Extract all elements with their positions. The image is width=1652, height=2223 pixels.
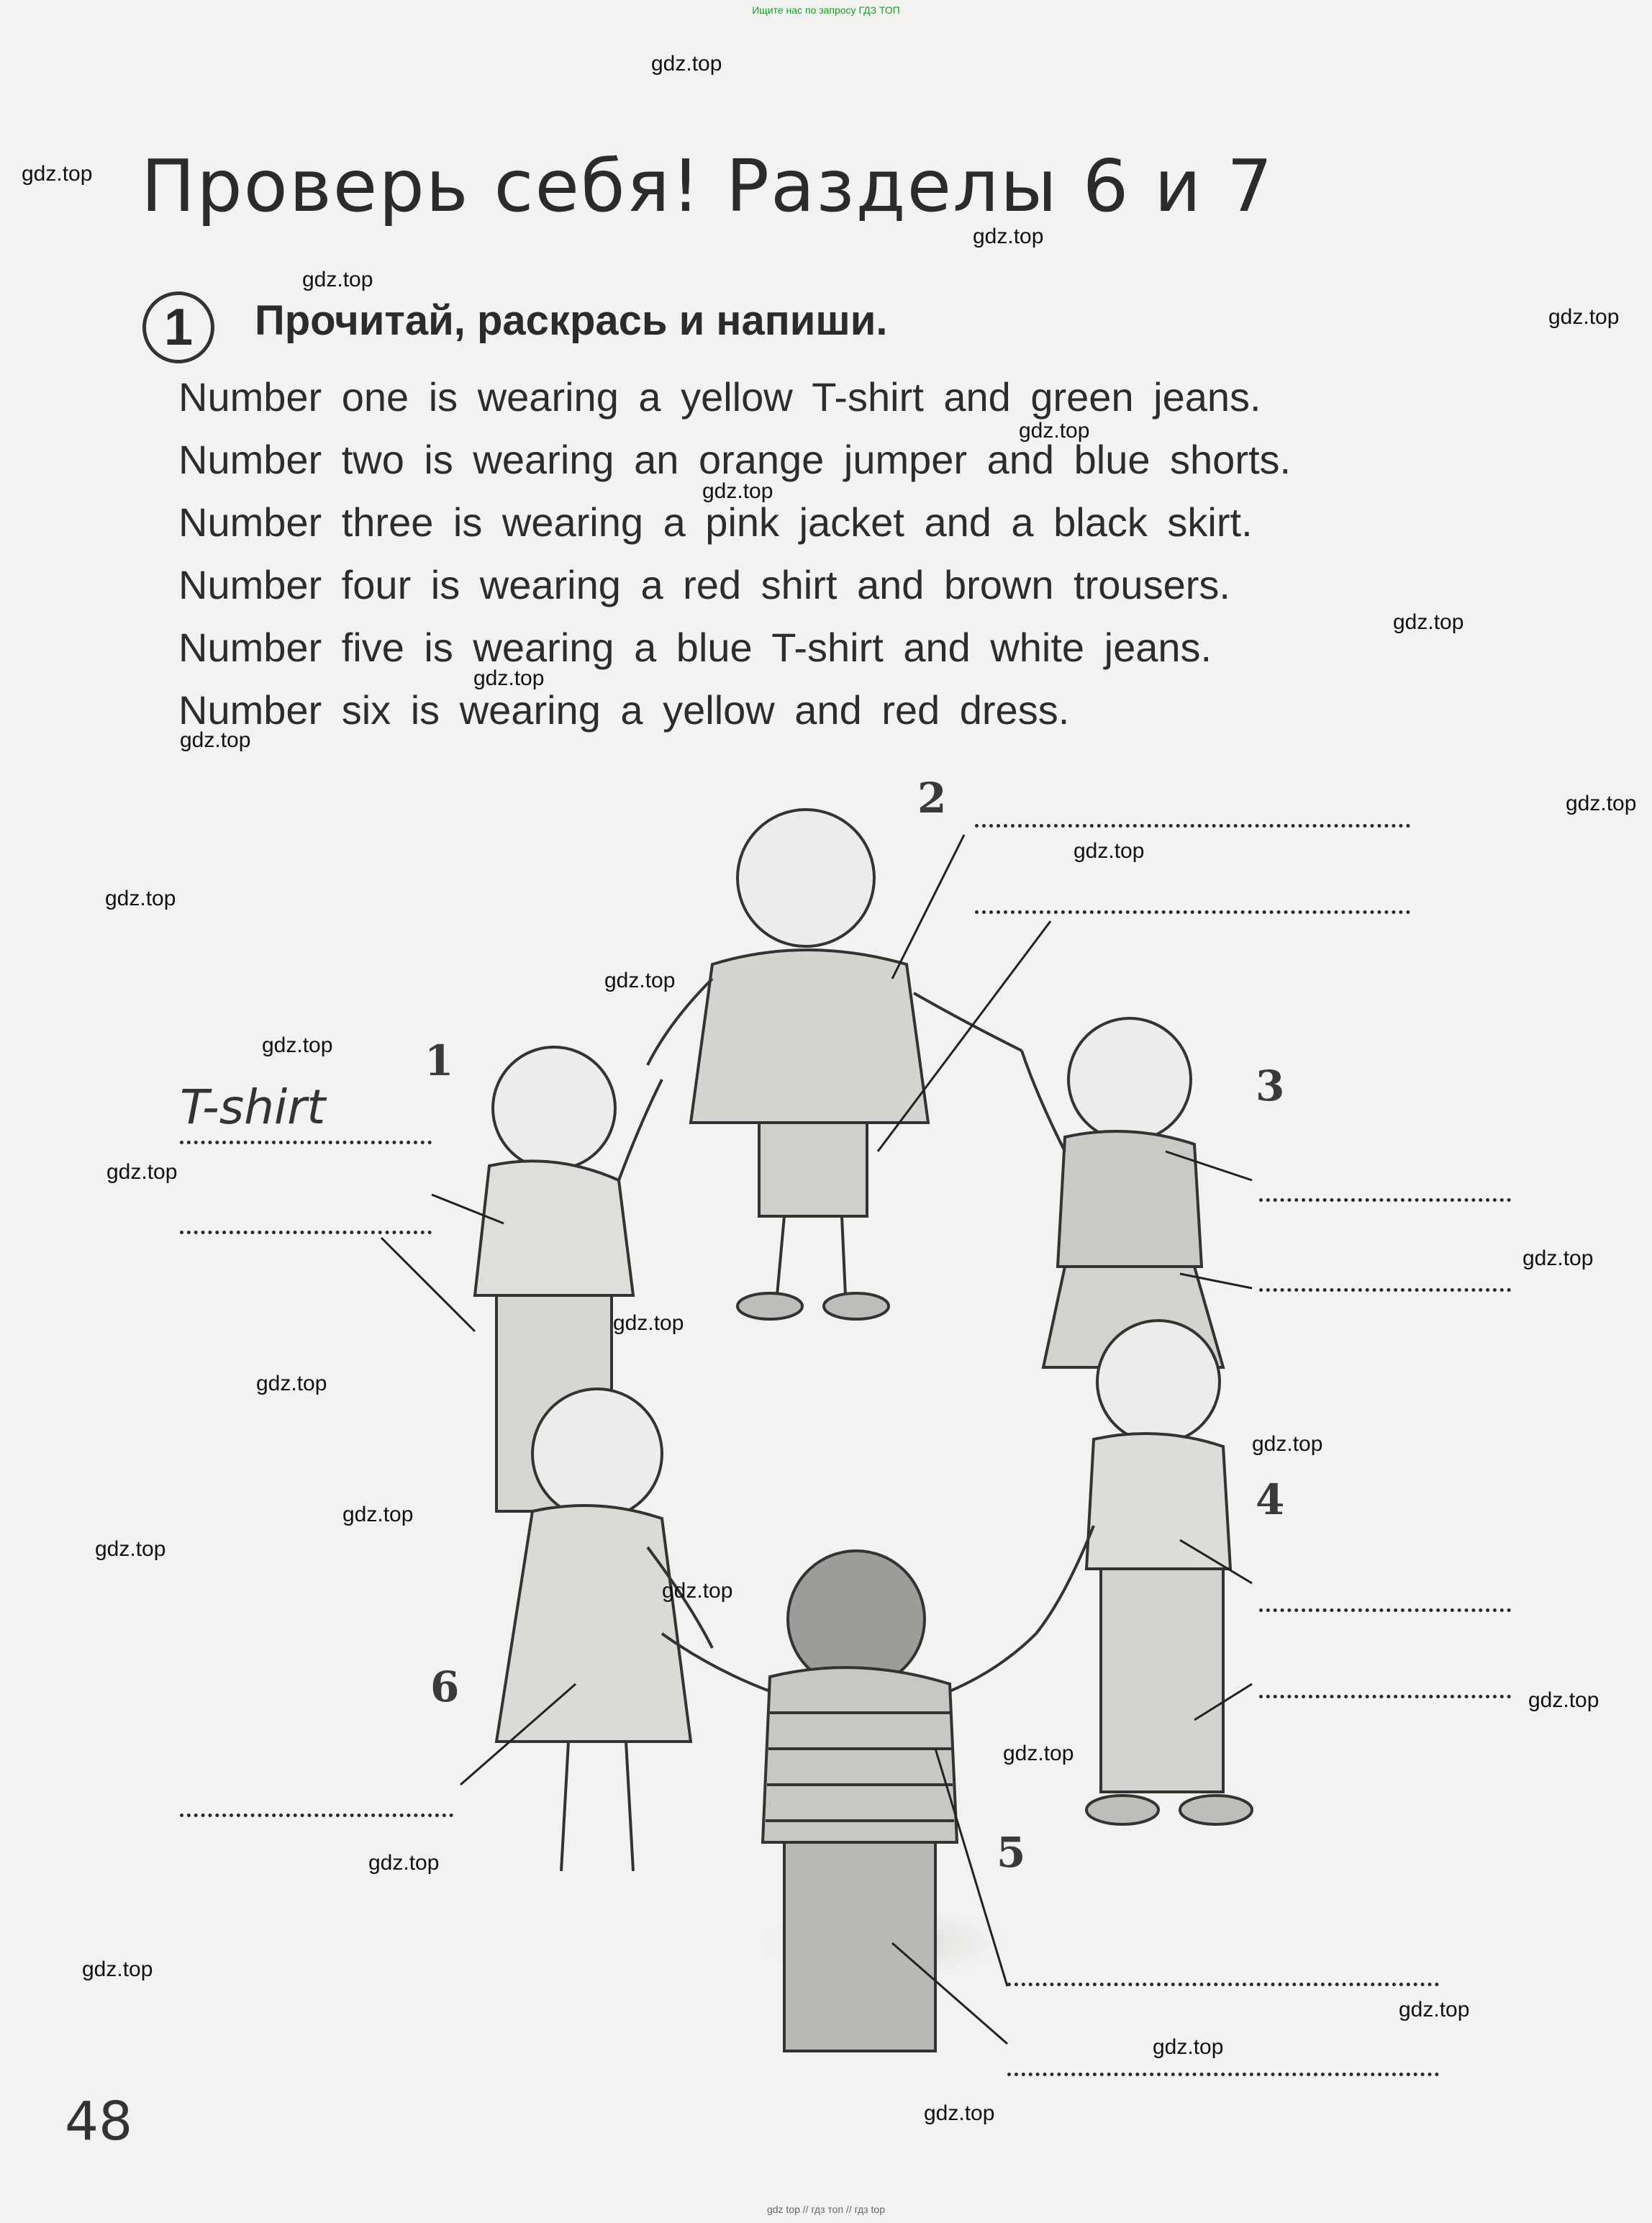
answer-line-4b[interactable]	[1259, 1695, 1511, 1698]
watermark: gdz.top	[613, 1311, 684, 1335]
watermark: gdz.top	[1153, 2035, 1224, 2059]
watermark: gdz.top	[82, 1957, 153, 1981]
watermark: gdz.top	[256, 1372, 327, 1395]
answer-line-5b[interactable]	[1007, 2073, 1439, 2076]
answer-line-4a[interactable]	[1259, 1608, 1511, 1612]
watermark: gdz.top	[1003, 1742, 1074, 1765]
child-2-figure	[648, 810, 1022, 1319]
figure-number-2: 2	[917, 774, 947, 823]
filled-answer: T-shirt	[180, 1079, 326, 1135]
page-number: 48	[65, 2091, 133, 2152]
watermark: gdz.top	[473, 666, 545, 690]
child-3-figure	[1022, 1018, 1223, 1367]
watermark: gdz.top	[1019, 419, 1090, 443]
watermark: gdz.top	[95, 1537, 166, 1561]
watermark: gdz.top	[651, 52, 722, 76]
exercise-instruction: Прочитай, раскрась и напиши.	[255, 297, 888, 344]
watermark: gdz.top	[106, 1160, 178, 1184]
watermark: gdz.top	[180, 728, 251, 752]
figure-number-5: 5	[997, 1828, 1026, 1877]
answer-line-5a[interactable]	[1007, 1983, 1439, 1986]
sentence-5: Number five is wearing a blue T-shirt and white jeans.	[178, 625, 1212, 670]
sentence-3: Number three is wearing a pink jacket and a black skirt.	[178, 499, 1253, 545]
sentence-4: Number four is wearing a red shirt and brown trousers.	[178, 562, 1230, 607]
watermark: gdz.top	[1522, 1246, 1594, 1270]
watermark: gdz.top	[604, 969, 676, 992]
figure-number-6: 6	[430, 1662, 460, 1711]
watermark: gdz.top	[1393, 610, 1464, 634]
watermark: gdz.top	[22, 162, 93, 186]
figure-number-3: 3	[1256, 1061, 1285, 1110]
answer-line-3a[interactable]	[1259, 1198, 1511, 1202]
watermark: gdz.top	[1252, 1432, 1323, 1456]
answer-line-3b[interactable]	[1259, 1288, 1511, 1292]
answer-line-1b[interactable]	[180, 1231, 432, 1234]
watermark: gdz.top	[1528, 1688, 1599, 1712]
watermark: gdz.top	[262, 1033, 333, 1057]
watermark: gdz.top	[302, 268, 373, 291]
bottom-note: gdz top // гдз топ // гдз top	[766, 2204, 886, 2215]
watermark: gdz.top	[1548, 305, 1620, 329]
answer-line-6[interactable]	[180, 1814, 453, 1817]
watermark: gdz.top	[924, 2101, 995, 2125]
top-note: Ищите нас по запросу ГДЗ ТОП	[752, 4, 900, 16]
child-5-figure	[662, 1551, 1036, 2051]
watermark: gdz.top	[1566, 792, 1637, 815]
exercise-number: 1	[142, 291, 214, 363]
watermark: gdz.top	[662, 1579, 733, 1603]
watermark: gdz.top	[342, 1503, 414, 1526]
page-title: Проверь себя! Разделы 6 и 7	[141, 144, 1274, 228]
watermark: gdz.top	[973, 225, 1044, 248]
sentence-1: Number one is wearing a yellow T-shirt and green jeans.	[178, 374, 1261, 420]
watermark: gdz.top	[1074, 839, 1145, 863]
figure-number-4: 4	[1256, 1475, 1285, 1524]
watermark: gdz.top	[105, 887, 176, 910]
figure-number-1: 1	[425, 1036, 454, 1085]
answer-line-1a[interactable]	[180, 1141, 432, 1144]
sentence-2: Number two is wearing an orange jumper and blue shorts.	[178, 437, 1292, 482]
answer-line-2a[interactable]	[975, 824, 1410, 828]
watermark: gdz.top	[368, 1851, 440, 1875]
watermark: gdz.top	[702, 479, 773, 503]
watermark: gdz.top	[1399, 1998, 1470, 2021]
answer-line-2b[interactable]	[975, 910, 1410, 914]
sentence-6: Number six is wearing a yellow and red dress.	[178, 687, 1070, 733]
